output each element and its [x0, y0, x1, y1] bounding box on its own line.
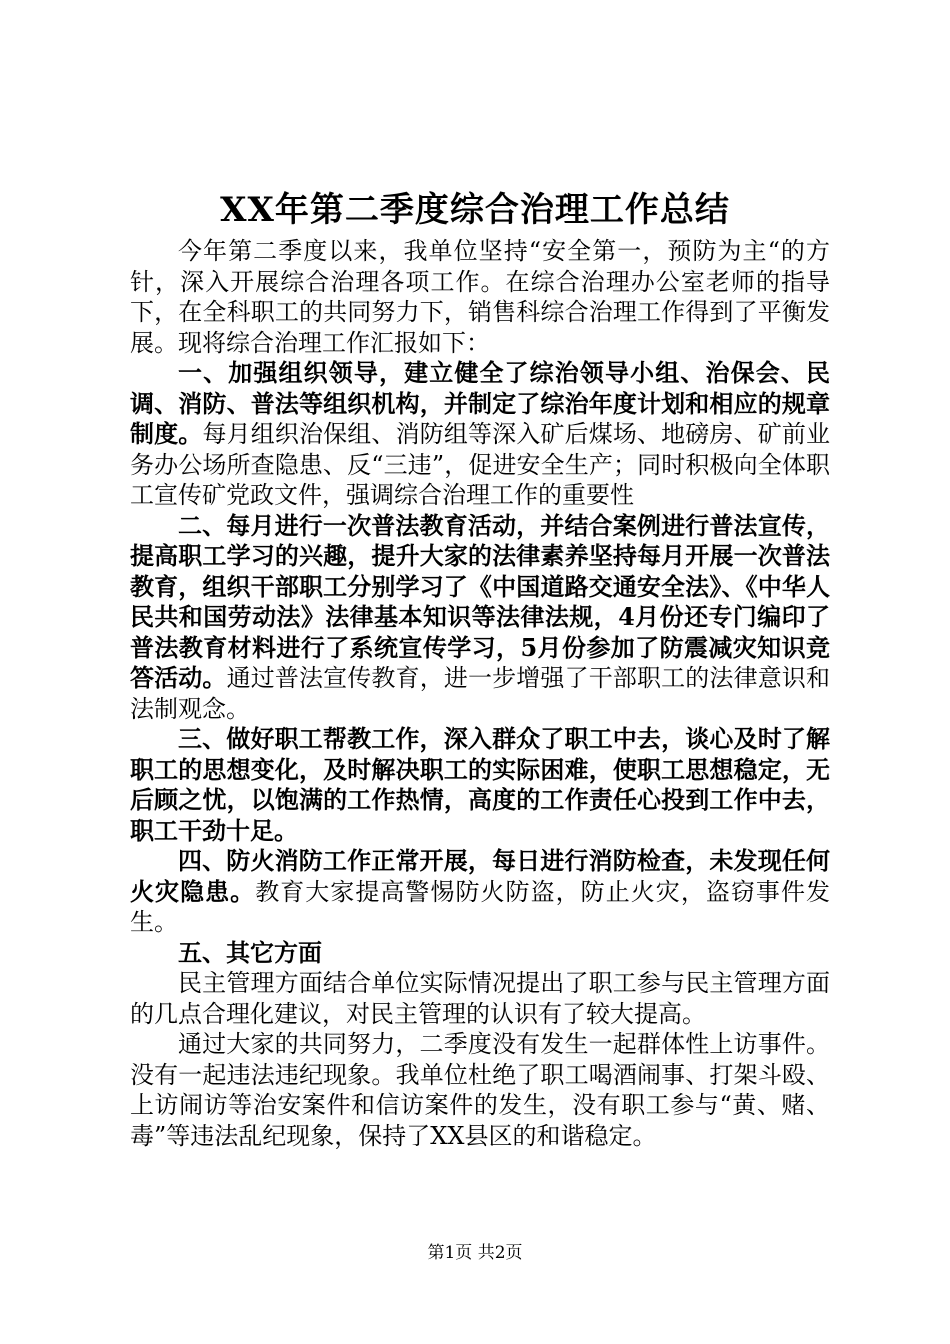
page-footer: 第1页 共2页: [427, 1243, 523, 1263]
paragraph-text: 通过大家的共同努力，二季度没有发生一起群体性上访事件。没有一起违法违纪现象。我单位杜绝了职工喝酒闹事、打架斗殴、上访闹访等治安案件和信访案件的发生，没有职工参与“黄、赌、毒”等违法乱纪现象，保持了XX县区的和谐稳定。: [130, 1030, 830, 1150]
paragraph-lead: 四、防火消防工作正常开展，每日进行消防检查，未发现任何火灾隐患。: [130, 846, 830, 906]
document-title: XX年第二季度综合治理工作总结: [220, 190, 730, 230]
paragraph-section-2: [130, 511, 830, 725]
paragraph-intro: [130, 236, 830, 358]
paragraph-section-1: [130, 358, 830, 511]
paragraph-conclusion: [130, 1029, 830, 1151]
document-body: [130, 236, 830, 1151]
paragraph-text: 每月组织治保组、消防组等深入矿后煤场、地磅房、矿前业务办公场所查隐患、反“三违”，促进安全生产；同时积极向全体职工宣传矿党政文件，强调综合治理工作的重要性: [130, 420, 831, 509]
paragraph-text: 通过普法宣传教育，进一步增强了干部职工的法律意识和法制观念。: [130, 664, 831, 723]
paragraph-lead: 二、每月进行一次普法教育活动，并结合案例进行普法宣传，提高职工学习的兴趣，提升大家的法律素养坚持每月开展一次普法教育，组织干部职工分别学习了《中国道路交通安全法》、《中华人民共和国劳动法》法律基本知识等法律法规，4月份还专门编印了普法教育材料进行了系统宣传学习，5月份参加了防震减灾知识竞答活动。: [130, 510, 830, 692]
paragraph-text: 今年第二季度以来，我单位坚持“安全第一，预防为主“的方针，深入开展综合治理各项工作。在综合治理办公室老师的指导下，在全科职工的共同努力下，销售科综合治理工作得到了平衡发展。现将综合治理工作汇报如下：: [130, 237, 830, 357]
paragraph-democratic-management: [130, 968, 830, 1029]
paragraph-lead: 五、其它方面: [178, 937, 322, 967]
paragraph-text: 教育大家提高警惕防火防盗，防止火灾，盗窃事件发生。: [130, 877, 831, 936]
paragraph-text: 民主管理方面结合单位实际情况提出了职工参与民主管理方面的几点合理化建议，对民主管理的认识有了较大提高。: [130, 969, 830, 1028]
paragraph-section-3: [130, 724, 830, 846]
paragraph-lead: 一、加强组织领导，建立健全了综治领导小组、治保会、民调、消防、普法等组织机构，并制定了综治年度计划和相应的规章制度。: [130, 358, 830, 448]
paragraph-lead: 三、做好职工帮教工作，深入群众了职工中去，谈心及时了解职工的思想变化，及时解决职工的实际困难，使职工思想稳定，无后顾之忧，以饱满的工作热情，高度的工作责任心投到工作中去，职工干劲十足。: [130, 724, 830, 845]
paragraph-section-5: [130, 938, 830, 969]
paragraph-section-4: [130, 846, 830, 938]
